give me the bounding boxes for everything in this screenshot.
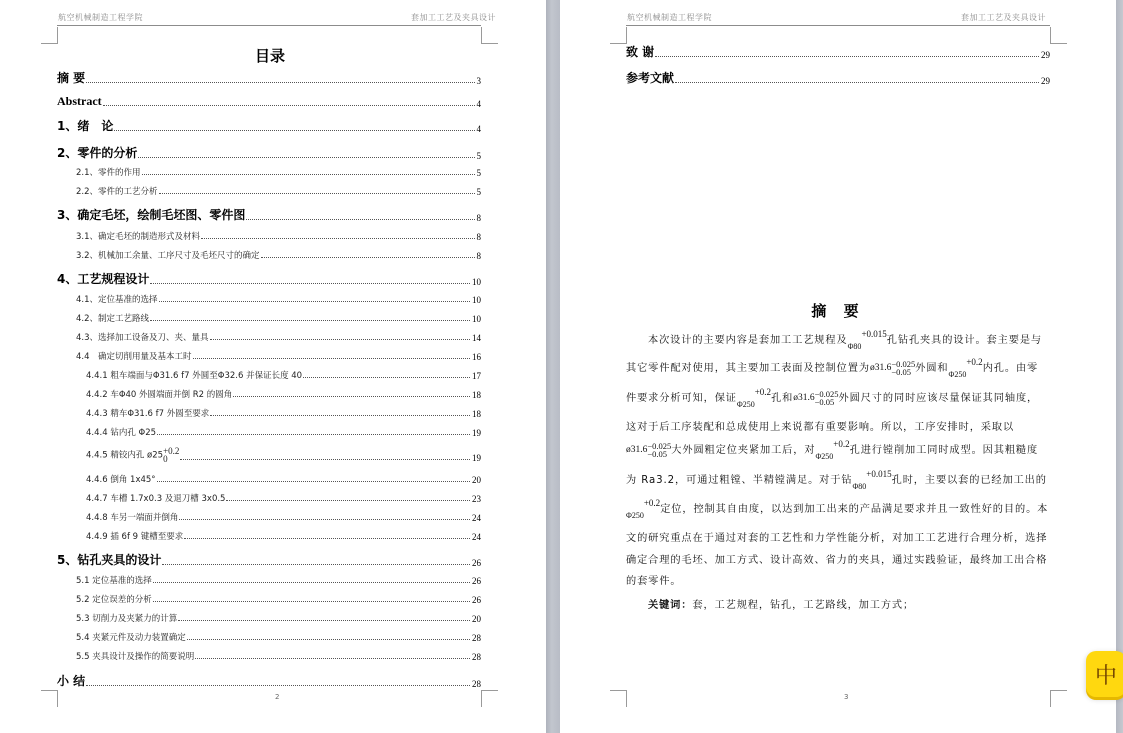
diameter-tolerance (626, 442, 671, 458)
toc-entry-label (57, 117, 113, 134)
abstract-text: 其它零件配对使用，其主要加工表面及控制位置为 (626, 363, 870, 374)
toc-entry[interactable] (76, 312, 481, 324)
dot-leader (246, 219, 474, 220)
dot-leader (201, 238, 474, 239)
toc-entry-text: 2、零件的分析 (57, 146, 138, 160)
toc-entry-label (76, 312, 149, 324)
dot-leader (187, 639, 470, 640)
toc-entry-label (76, 249, 260, 261)
toc-entry[interactable] (86, 473, 481, 485)
toc-entry[interactable] (57, 144, 481, 161)
toc-page-number: 10 (472, 314, 481, 324)
toc-page-number: 20 (472, 614, 481, 624)
tolerance-stack (163, 447, 179, 463)
dot-leader (226, 500, 470, 501)
toc-page-number: 24 (472, 532, 481, 542)
dot-leader (210, 415, 470, 416)
toc-entry[interactable] (57, 270, 481, 287)
toc-entry[interactable] (86, 530, 481, 542)
abstract-line (626, 529, 1050, 544)
header-right-text: 套加工工艺及夹具设计 (961, 13, 1046, 22)
tolerance-lower: −0.05 (814, 397, 835, 407)
toc-page-number: 8 (476, 232, 481, 242)
toc-title: 目录 (254, 47, 285, 65)
dimension-base: Φ250 (736, 400, 755, 409)
abstract-text: 大外圆粗定位夹紧加工后，对 (671, 445, 816, 456)
header-left-text: 航空机械制造工程学院 (58, 13, 143, 22)
toc-page-number: 28 (472, 652, 481, 662)
toc-entry[interactable] (626, 69, 1050, 86)
toc-page-number: 19 (472, 428, 481, 438)
toc-page-number: 5 (476, 187, 481, 197)
toc-entry[interactable] (86, 492, 481, 504)
toc-entry[interactable] (57, 69, 481, 86)
toc-entry[interactable] (76, 350, 481, 362)
dot-leader (159, 193, 475, 194)
toc-entry-text: 5.3 切削力及夹紧力的计算 (76, 614, 178, 624)
toc-entry[interactable] (86, 369, 481, 381)
abstract-text: 这对于后工序装配和总成使用上来说都有重要影响。所以，工序安排时，采取以 (626, 422, 1015, 433)
abstract-title: 摘 要 (811, 302, 865, 320)
toc-entry-text: Abstract (57, 94, 102, 108)
dimension-base: Φ250 (948, 370, 967, 379)
abstract-line (626, 418, 1050, 433)
toc-entry-label (76, 293, 158, 305)
ime-indicator-button[interactable] (1086, 651, 1123, 697)
abstract-line (626, 551, 1050, 566)
toc-entry[interactable] (76, 185, 481, 197)
abstract-text: 本次设计的主要内容是套加工工艺规程及 (648, 335, 848, 346)
abstract-text: 内孔。由零 (982, 363, 1039, 374)
tolerance-upper: +0.015 (861, 329, 887, 339)
toc-entry-text: 5.1 定位基准的选择 (76, 576, 152, 586)
toc-entry-label (86, 473, 156, 485)
keywords-line (648, 596, 1072, 611)
tolerance-lower: 0 (163, 454, 168, 464)
diameter-tolerance (870, 360, 915, 376)
toc-entry[interactable] (76, 331, 481, 343)
toc-entry-text: 2.2、零件的工艺分析 (76, 187, 158, 197)
tolerance-upper: +0.015 (866, 469, 892, 479)
dot-leader (162, 564, 470, 565)
abstract-text: 孔和 (771, 393, 794, 404)
diameter-tolerance (793, 390, 838, 406)
dimension-base: Φ250 (626, 511, 644, 520)
toc-entry-label (57, 94, 102, 109)
toc-page-number: 28 (472, 633, 481, 643)
toc-entry[interactable] (76, 650, 481, 662)
toc-entry-label (86, 426, 156, 438)
toc-entry[interactable] (76, 230, 481, 242)
tolerance-stack (891, 360, 915, 376)
tolerance-upper: −0.025 (891, 359, 916, 369)
toc-entry[interactable] (86, 426, 481, 438)
toc-page-number: 4 (476, 124, 481, 134)
toc-entry[interactable] (57, 117, 481, 134)
toc-entry-label (76, 574, 152, 586)
abstract-text: 外圆尺寸的同时应该尽量保证其同轴度， (838, 393, 1039, 404)
toc-page-number: 5 (476, 168, 481, 178)
toc-entry-text: 4.4.6 倒角 1x45° (86, 475, 156, 485)
toc-entry[interactable] (57, 94, 481, 109)
toc-entry-label (86, 388, 232, 400)
crop-mark-bottom-left (41, 690, 58, 707)
dot-leader (195, 658, 470, 659)
abstract-text: 为 Ra3.2，可通过粗镗、半精镗满足。对于钻 (626, 475, 853, 486)
toc-entry-label (86, 492, 225, 504)
dot-leader (303, 377, 470, 378)
toc-entry[interactable] (626, 43, 1050, 60)
toc-entry-text: 致 谢 (626, 45, 655, 59)
dot-leader (150, 320, 470, 321)
abstract-line (626, 357, 1050, 379)
dot-leader (142, 174, 475, 175)
dot-leader (86, 685, 470, 686)
diameter-base: ø31.6 (793, 393, 815, 404)
dot-leader (138, 157, 474, 158)
toc-page-number: 20 (472, 475, 481, 485)
page-number: 2 (275, 693, 280, 701)
toc-page-number: 3 (476, 76, 481, 86)
toc-page-number: 18 (472, 390, 481, 400)
toc-entry-text: 5.4 夹紧元件及动力装置确定 (76, 633, 186, 643)
dot-leader (178, 620, 470, 621)
toc-entry-label (57, 144, 137, 161)
toc-entry-label (57, 551, 161, 568)
abstract-text: 定位，控制其自由度，以达到加工出来的产品满足要求并且一致性好的目的。本 (660, 504, 1049, 515)
toc-page-number: 14 (472, 333, 481, 343)
dot-leader (180, 459, 470, 460)
abstract-text: 确定合理的毛坯、加工方式、设计高效、省力的夹具，通过实践验证，最终加工出合格 (626, 555, 1048, 566)
toc-entry-text: 4.4.3 精车Φ31.6 f7 外圆至要求 (86, 409, 210, 419)
toc-page-number: 8 (476, 213, 481, 223)
toc-entry[interactable] (57, 551, 481, 568)
toc-entry-label (86, 369, 302, 381)
toc-entry-text: 3.2、机械加工余量、工序尺寸及毛坯尺寸的确定 (76, 251, 260, 261)
toc-entry[interactable] (57, 206, 481, 223)
toc-entry-text: 5.5 夹具设计及操作的简要说明 (76, 652, 195, 662)
crop-mark-bottom-right (481, 690, 498, 707)
window-edge (1116, 0, 1123, 733)
dot-leader (103, 105, 475, 106)
toc-entry-label (86, 530, 183, 542)
dimension-base: Φ250 (815, 452, 834, 461)
toc-entry-text: 4.4.2 车Φ40 外圆端面并倒 R2 的圆角 (86, 390, 233, 400)
header-right-text: 套加工工艺及夹具设计 (411, 13, 496, 22)
toc-entry-label (76, 631, 186, 643)
dot-leader (193, 358, 470, 359)
abstract-text: 孔时，主要以套的已经加工出的 (891, 475, 1047, 486)
toc-entry-text: 参考文献 (626, 71, 675, 85)
toc-entry-text: 小 结 (57, 674, 86, 688)
toc-entry-text: 4.4.7 车槽 1.7x0.3 及退刀槽 3x0.5 (86, 494, 226, 504)
header-rule (626, 25, 1050, 26)
dot-leader (655, 56, 1039, 57)
crop-mark-top-left (41, 27, 58, 44)
abstract-text: 文的研究重点在于通过对套的工艺性和力学性能分析，对加工工艺进行合理分析，选择 (626, 533, 1048, 544)
toc-entry[interactable] (57, 672, 481, 689)
dot-leader (210, 339, 470, 340)
dot-leader (184, 538, 470, 539)
toc-entry-text: 4.3、选择加工设备及刀、夹、量具 (76, 333, 209, 343)
toc-entry-label (57, 69, 85, 86)
toc-page-number: 10 (472, 295, 481, 305)
toc-entry[interactable] (76, 593, 481, 605)
crop-mark-bottom-left (610, 690, 627, 707)
toc-entry-label (57, 206, 245, 223)
toc-entry-text: 1、绪 论 (57, 119, 114, 133)
tolerance-lower: −0.05 (891, 367, 911, 377)
abstract-text: 外圆和 (915, 363, 949, 374)
dot-leader (153, 601, 470, 602)
toc-entry-text: 3、确定毛坯，绘制毛坯图、零件图 (57, 208, 246, 222)
toc-page-number: 29 (1041, 76, 1050, 86)
toc-entry-text: 5.2 定位误差的分析 (76, 595, 152, 605)
toc-entry-text: 4.4.9 插 6f 9 键槽至要求 (86, 532, 184, 542)
toc-entry-text: 4.4.1 粗车端面与Φ31.6 f7 外圆至Φ32.6 并保证长度 40 (86, 371, 303, 381)
toc-entry-label (76, 166, 141, 178)
toc-entry-label (76, 230, 200, 242)
toc-entry-label (76, 185, 158, 197)
toc-entry-text: 4.4.8 车另一端面并倒角 (86, 513, 179, 523)
toc-page-number: 26 (472, 558, 481, 568)
page-gutter (546, 0, 560, 733)
tolerance-stack (647, 442, 671, 458)
toc-page-number: 10 (472, 277, 481, 287)
toc-entry-label (76, 593, 152, 605)
toc-entry-text: 4.4 确定切削用量及基本工时 (76, 352, 192, 362)
abstract-text: 的套零件。 (626, 576, 682, 587)
toc-page-number: 29 (1041, 50, 1050, 60)
dot-leader (150, 283, 470, 284)
abstract-line (626, 387, 1050, 409)
abstract-text: 孔进行镗削加工同时成型。因其粗糙度 (849, 445, 1039, 456)
toc-page-number: 16 (472, 352, 481, 362)
toc-page-number: 17 (472, 371, 481, 381)
document-page-2 (0, 0, 546, 733)
toc-entry[interactable] (86, 511, 481, 523)
tolerance-upper: +0.2 (163, 446, 180, 456)
toc-page-number: 18 (472, 409, 481, 419)
toc-entry-label (86, 511, 178, 523)
toc-page-number: 26 (472, 595, 481, 605)
toc-entry-label (86, 447, 179, 463)
dot-leader (233, 396, 470, 397)
dot-leader (114, 130, 474, 131)
tolerance-stack (815, 390, 839, 406)
tolerance-upper: +0.2 (643, 498, 661, 508)
dot-leader (86, 82, 474, 83)
page-number: 3 (844, 693, 849, 701)
dimension-base: Φ80 (847, 342, 862, 351)
toc-entry-text: 4.4.4 钻内孔 Φ25 (86, 428, 157, 438)
tolerance-upper: +0.2 (754, 387, 772, 397)
abstract-text: 孔钻孔夹具的设计。套主要是与 (886, 335, 1042, 346)
diameter-base: ø31.6 (626, 445, 648, 456)
toc-page-number: 28 (472, 679, 481, 689)
toc-entry-text: 5、钻孔夹具的设计 (57, 553, 162, 567)
toc-entry-text: 2.1、零件的作用 (76, 168, 141, 178)
toc-page-number: 8 (476, 251, 481, 261)
toc-entry-label (76, 331, 209, 343)
toc-entry-label (626, 43, 654, 60)
toc-entry[interactable] (86, 388, 481, 400)
toc-entry-text: 4.1、定位基准的选择 (76, 295, 158, 305)
toc-entry-text: 4.4.5 精铰内孔 ø25 (86, 450, 164, 461)
abstract-line (626, 572, 1050, 587)
header-left-text: 航空机械制造工程学院 (627, 13, 712, 22)
toc-entry[interactable] (76, 574, 481, 586)
toc-entry[interactable] (86, 447, 481, 463)
toc-entry-label (76, 612, 177, 624)
toc-entry[interactable] (76, 612, 481, 624)
keywords-value: 套，工艺规程，钻孔，工艺路线，加工方式； (692, 600, 915, 611)
toc-page-number: 19 (472, 453, 481, 463)
crop-mark-bottom-right (1050, 690, 1067, 707)
toc-entry-label (86, 407, 209, 419)
toc-entry-label (76, 350, 192, 362)
toc-page-number: 24 (472, 513, 481, 523)
dot-leader (179, 519, 470, 520)
dot-leader (159, 301, 470, 302)
diameter-base: ø31.6 (869, 363, 892, 374)
toc-entry-label (57, 270, 149, 287)
header-rule (57, 25, 481, 26)
toc-page-number: 26 (472, 576, 481, 586)
toc-entry-text: 4.2、制定工艺路线 (76, 314, 150, 324)
dot-leader (153, 582, 470, 583)
abstract-text: 件要求分析可知，保证 (626, 393, 737, 404)
crop-mark-top-right (481, 27, 498, 44)
document-page-3 (560, 0, 1116, 733)
dot-leader (157, 434, 470, 435)
tolerance-lower: −0.05 (647, 449, 668, 459)
toc-entry[interactable] (76, 293, 481, 305)
toc-entry[interactable] (76, 166, 481, 178)
toc-entry-label (76, 650, 194, 662)
tolerance-upper: −0.025 (647, 441, 672, 451)
toc-entry[interactable] (86, 407, 481, 419)
toc-entry[interactable] (76, 249, 481, 261)
ime-chinese-mode-icon: 中 (1094, 663, 1117, 689)
abstract-line (626, 439, 1050, 461)
tolerance-upper: +0.2 (833, 439, 850, 449)
dot-leader (675, 82, 1039, 83)
toc-page-number: 5 (476, 151, 481, 161)
crop-mark-top-left (610, 27, 627, 44)
toc-page-number: 4 (476, 99, 481, 109)
toc-entry-label (57, 672, 85, 689)
tolerance-upper: +0.2 (966, 357, 983, 367)
toc-page-number: 23 (472, 494, 481, 504)
toc-entry-label (626, 69, 674, 86)
toc-entry-text: 3.1、确定毛坯的制造形式及材料 (76, 232, 201, 242)
dimension-base: Φ80 (852, 482, 867, 491)
dot-leader (157, 481, 470, 482)
toc-entry-text: 摘 要 (57, 71, 86, 85)
dot-leader (261, 257, 475, 258)
toc-entry[interactable] (76, 631, 481, 643)
toc-entry-text: 4、工艺规程设计 (57, 272, 150, 286)
crop-mark-top-right (1050, 27, 1067, 44)
tolerance-upper: −0.025 (814, 389, 839, 399)
keywords-label: 关键词： (648, 600, 693, 611)
